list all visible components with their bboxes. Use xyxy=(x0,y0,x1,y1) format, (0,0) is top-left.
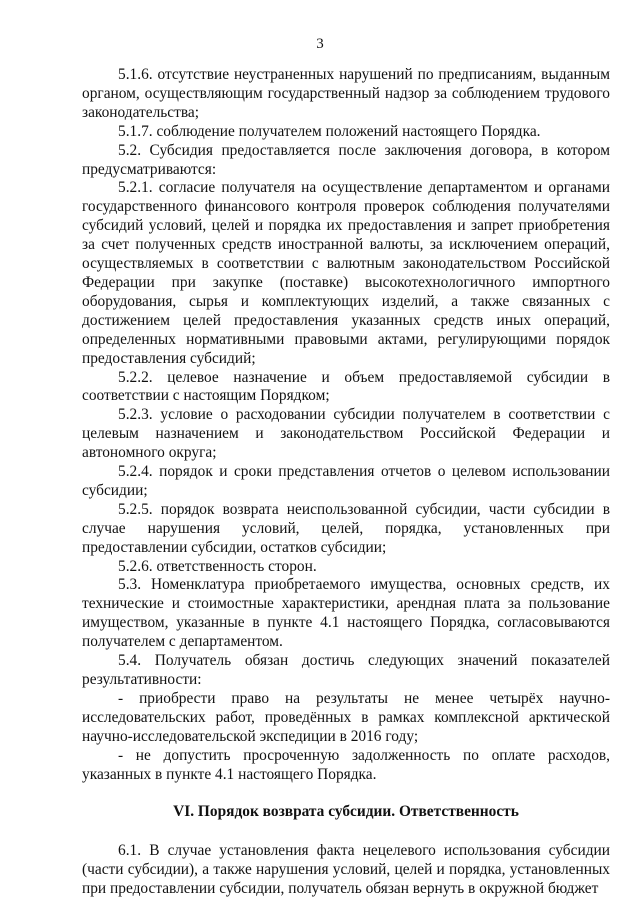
paragraph-5-2-4: 5.2.4. порядок и сроки представления отчетов о целевом использовании субсидии; xyxy=(82,463,610,499)
paragraph-5-2-2: 5.2.2. целевое назначение и объем предоставляемой субсидии в соответствии с настоящим Порядком; xyxy=(82,368,610,405)
paragraph-5-1-7: 5.1.7. соблюдение получателем положений настоящего Порядка. xyxy=(118,122,541,140)
paragraph-5-2-3: 5.2.3. условие о расходовании субсидии получателем в соответствии с целевым назначением и законодательством Российской Федерации и автономного округа; xyxy=(82,406,610,462)
paragraph-5-4: 5.4. Получатель обязан достичь следующих значений показателей результативности: xyxy=(82,652,610,688)
section-heading-vi: VI. Порядок возврата субсидии. Ответственность xyxy=(173,803,519,821)
list-item-research-rights: - приобрести право на результаты не менее четырёх научно-исследовательских работ, проведённых в рамках комплексной арктической научно-исследовательской экспедиции в 2016 году; xyxy=(82,689,610,745)
paragraph-5-1-6: 5.1.6. отсутствие неустраненных нарушений по предписаниям, выданным органом, осуществляющим государственный надзор за соблюдением трудового законодательства; xyxy=(82,66,610,121)
paragraph-5-2-1: 5.2.1. согласие получателя на осуществление департаментом и органами государственного финансового контроля проверок соблюдения получателями субсидий условий, целей и порядка их предоставления и запрет приобретения за счет полученных средств иностранной валюты, за исключением операций, осуществляемых в соответствии с валютным законодательством Российской Федерации при закупке (поставке) высокотехнологичного импортного оборудования, сырья и комплектующих изделий, а также связанных с достижением целей предоставления указанных средств иных операций, определенных нормативными правовыми актами, регулирующими порядок предоставления субсидий; xyxy=(82,179,610,367)
document-body xyxy=(82,66,610,899)
page-number: 3 xyxy=(316,36,324,52)
paragraph-5-2-6: 5.2.6. ответственность сторон. xyxy=(118,557,317,575)
paragraph-5-2: 5.2. Субсидия предоставляется после заключения договора, в котором предусматриваются: xyxy=(82,141,610,178)
paragraph-5-3: 5.3. Номенклатура приобретаемого имущества, основных средств, их технические и стоимостные характеристики, арендная плата за пользование имуществом, указанные в пункте 4.1 настоящего Порядка, согласовываются получателем с департаментом. xyxy=(82,576,610,651)
paragraph-5-2-5: 5.2.5. порядок возврата неиспользованной субсидии, части субсидии в случае нарушения условий, целей, порядка, установленных при предоставлении субсидии, остатков субсидии; xyxy=(82,500,610,556)
list-item-no-overdue-debt: - не допустить просроченную задолженность по оплате расходов, указанных в пункте 4.1 настоящего Порядка. xyxy=(82,746,610,783)
paragraph-6-1: 6.1. В случае установления факта нецелевого использования субсидии (части субсидии), а также нарушения условий, целей и порядка, установленных при предоставлении субсидии, получатель обязан вернуть в окружной бюджет xyxy=(82,842,610,898)
